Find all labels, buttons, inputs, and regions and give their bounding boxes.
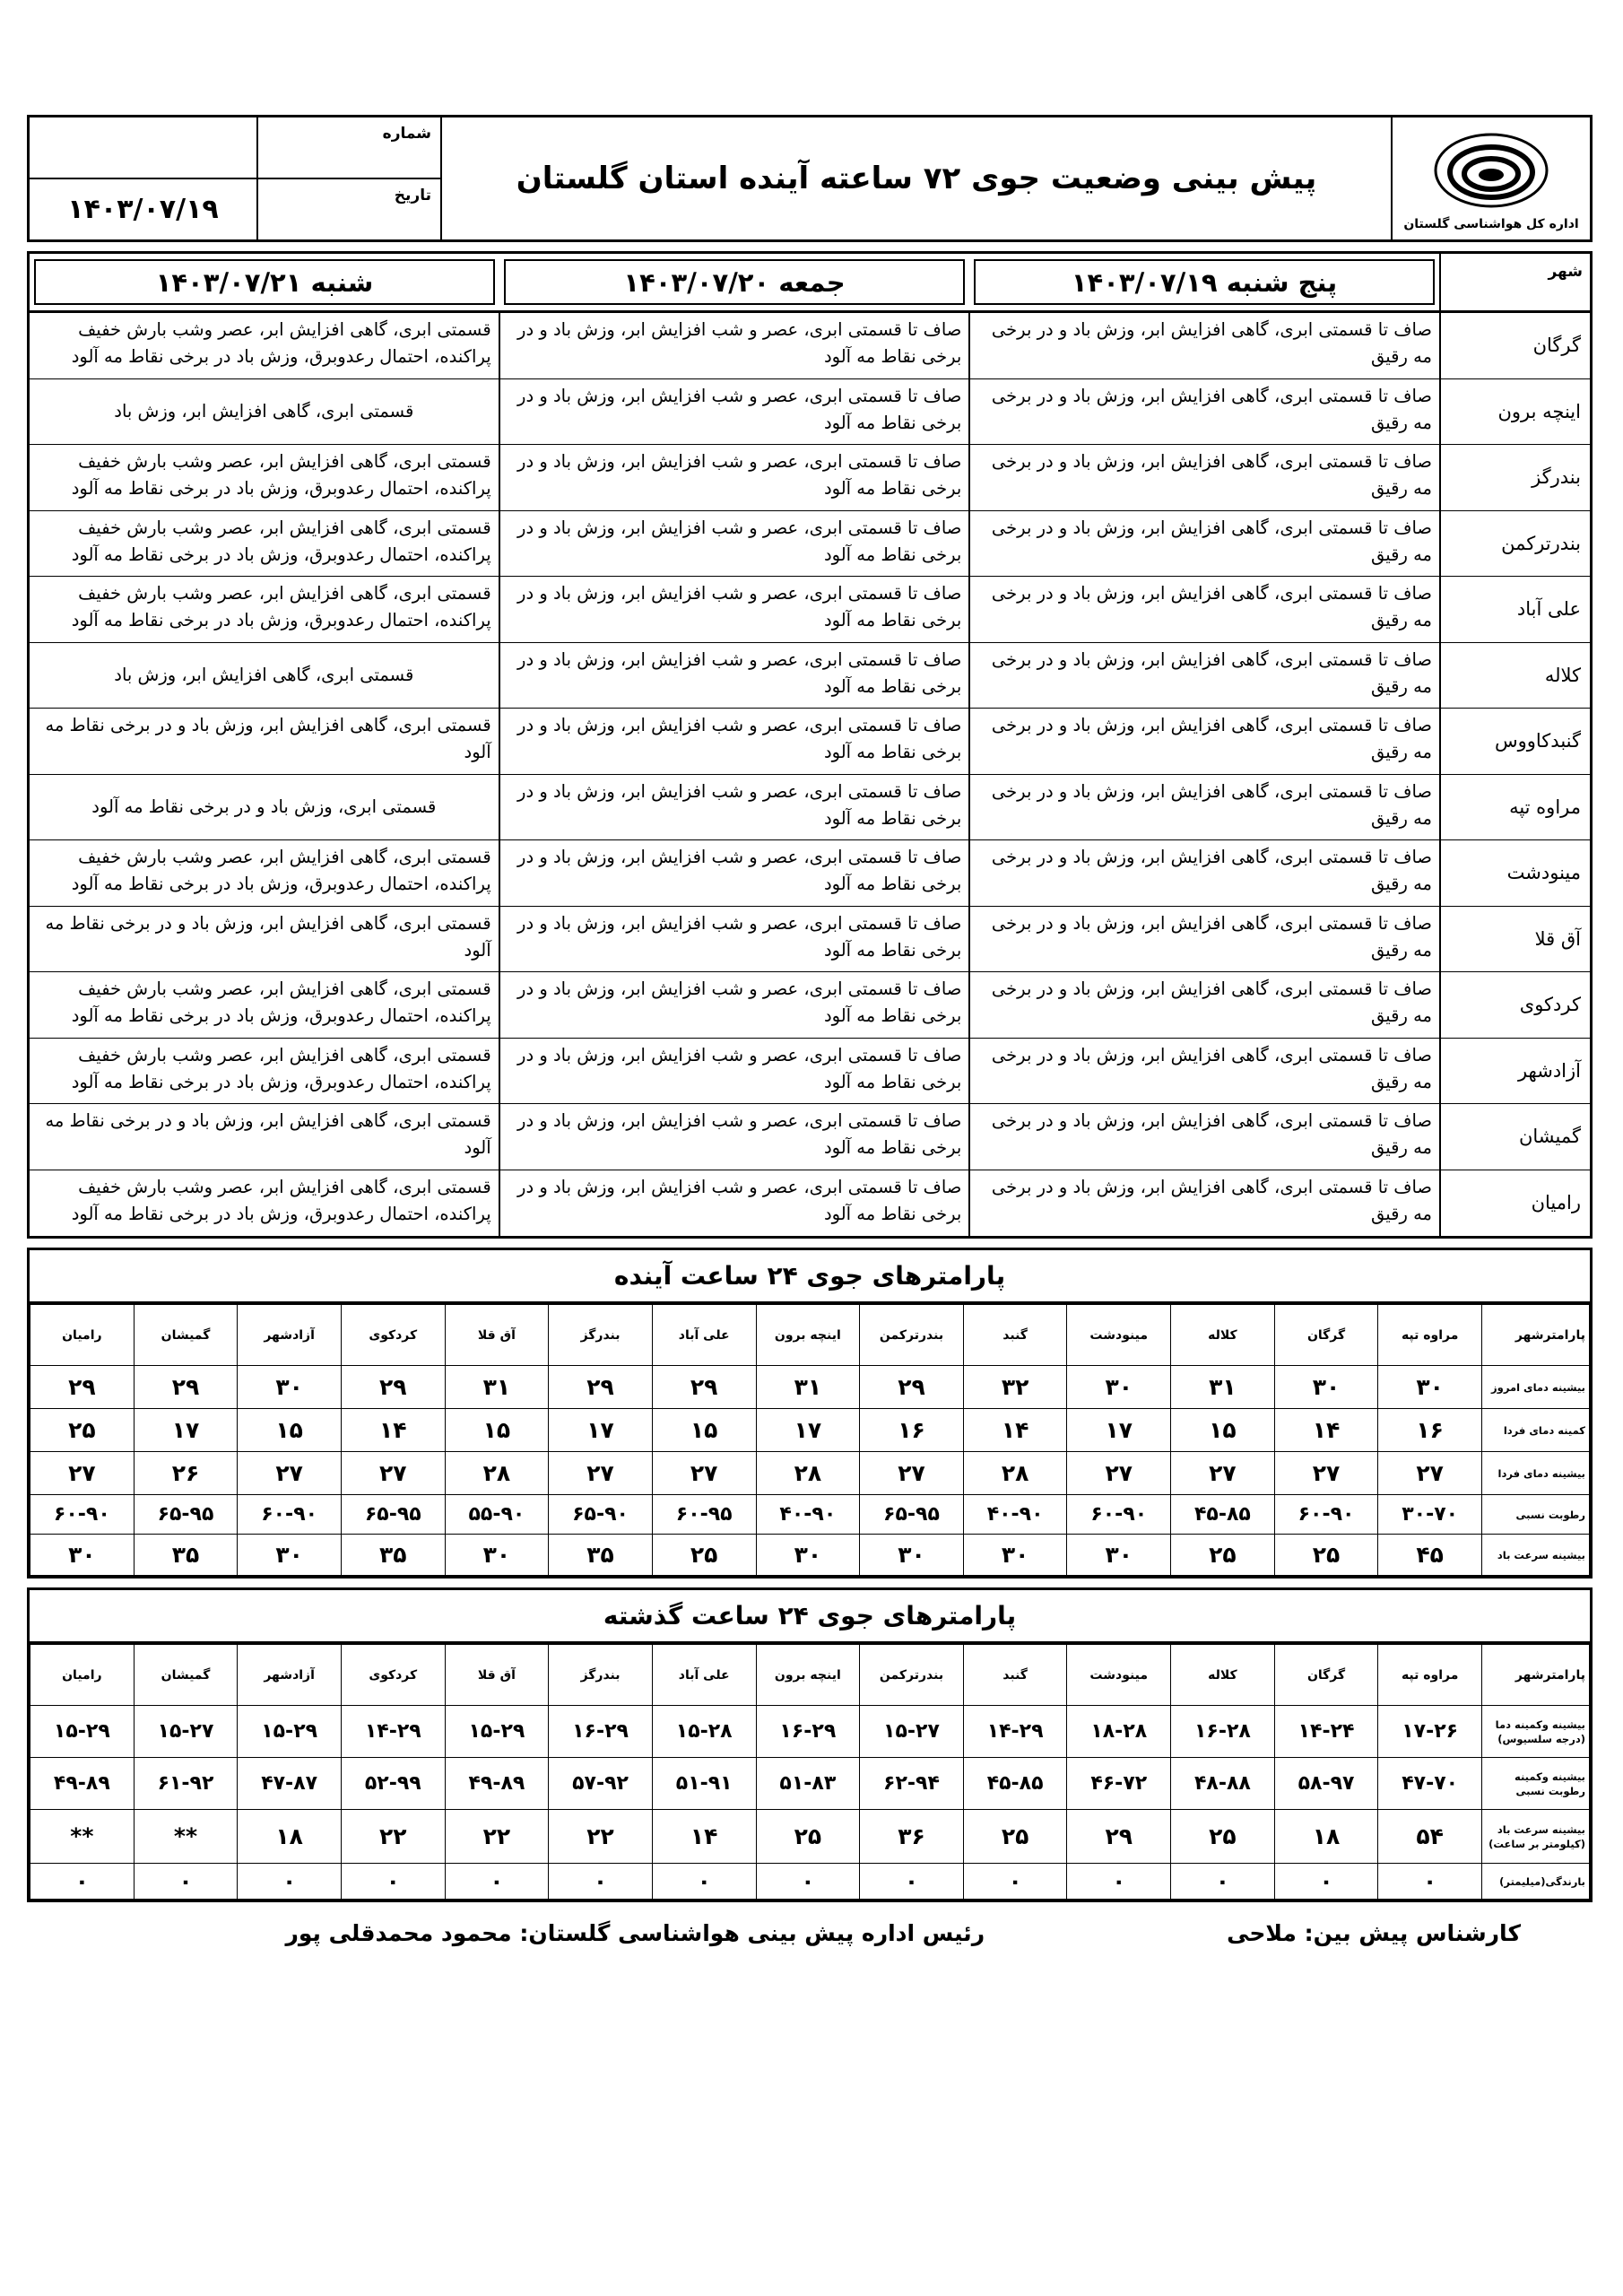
param-city-header: گرگان [1274, 1305, 1378, 1366]
param-value: ۴۶-۷۲ [1067, 1758, 1171, 1810]
city-column-header: شهر [1439, 254, 1590, 310]
param-value: ** [134, 1810, 238, 1864]
param-value: ۱۶ [860, 1409, 964, 1452]
forecast-cell: صاف تا قسمتی ابری، عصر و شب افزایش ابر، وزش باد و در برخی نقاط مه آلود [499, 709, 969, 774]
param-value: ۲۷ [1067, 1452, 1171, 1495]
forecast-cell: صاف تا قسمتی ابری، گاهی افزایش ابر، وزش باد و در برخی مه رقیق [968, 709, 1439, 774]
forecast-cell: قسمتی ابری، گاهی افزایش ابر، وزش باد و در برخی نقاط مه آلود [45, 912, 491, 961]
city-name: گنبدکاووس [1439, 709, 1590, 774]
city-name: کلاله [1439, 643, 1590, 709]
param-value: ۴۷-۷۰ [1378, 1758, 1482, 1810]
city-name: بندرگز [1439, 445, 1590, 510]
param-value: ۱۵-۲۷ [860, 1706, 964, 1758]
param-row-label: رطوبت نسبی [1482, 1495, 1590, 1535]
param-value: ۴۵-۸۵ [963, 1758, 1067, 1810]
forecast-cell: صاف تا قسمتی ابری، عصر و شب افزایش ابر، وزش باد و در برخی نقاط مه آلود [499, 840, 969, 906]
param-value: ۱۷ [756, 1409, 860, 1452]
param-city-header: آزادشهر [238, 1305, 342, 1366]
param-value: ۲۹ [652, 1366, 756, 1409]
past-24h-table [30, 1644, 1590, 1900]
past-24h-params [27, 1587, 1593, 1902]
forecast-row [30, 907, 1590, 973]
param-value: ۲۷ [1171, 1452, 1275, 1495]
forecast-cell: قسمتی ابری، گاهی افزایش ابر، عصر وشب بارش خفیف پراکنده، احتمال رعدوبرق، وزش باد در برخی نقاط مه آلود [71, 583, 491, 631]
forecast-cell: صاف تا قسمتی ابری، عصر و شب افزایش ابر، وزش باد و در برخی نقاط مه آلود [499, 1170, 969, 1237]
param-value: ۱۵ [1171, 1409, 1275, 1452]
city-name: مینودشت [1439, 840, 1590, 906]
forecast-cell: صاف تا قسمتی ابری، گاهی افزایش ابر، وزش باد و در برخی مه رقیق [968, 511, 1439, 577]
number-value [30, 117, 256, 178]
date-value: ۱۴۰۳/۰۷/۱۹ [67, 194, 219, 225]
param-value: ۰ [1274, 1864, 1378, 1900]
header-box [27, 115, 1593, 242]
next-24h-table [30, 1304, 1590, 1576]
meteorology-logo-icon [1424, 126, 1558, 215]
param-city-header: علی آباد [652, 1305, 756, 1366]
param-value: ۲۹ [549, 1366, 653, 1409]
param-city-header: گرگان [1274, 1645, 1378, 1706]
param-value: ۳۲ [963, 1366, 1067, 1409]
forecast-row [30, 709, 1590, 775]
param-value: ۲۵ [1171, 1535, 1275, 1576]
forecast-table [27, 251, 1593, 1239]
city-name: آزادشهر [1439, 1039, 1590, 1104]
param-value: ۲۸ [963, 1452, 1067, 1495]
param-value: ۶۵-۹۰ [549, 1495, 653, 1535]
forecast-cell: صاف تا قسمتی ابری، عصر و شب افزایش ابر، وزش باد و در برخی نقاط مه آلود [499, 511, 969, 577]
param-value: ۰ [445, 1864, 549, 1900]
param-value: ۵۱-۹۱ [652, 1758, 756, 1810]
param-row-label: بیشینه سرعت باد [1482, 1535, 1590, 1576]
param-row-label: بارندگی(میلیمتر) [1482, 1864, 1590, 1900]
city-name: کردکوی [1439, 972, 1590, 1038]
param-value: ۲۸ [756, 1452, 860, 1495]
city-name: رامیان [1439, 1170, 1590, 1237]
param-value: ۱۴ [341, 1409, 445, 1452]
param-corner-header: پارامترشهر [1482, 1645, 1590, 1706]
param-city-header: کردکوی [341, 1305, 445, 1366]
city-name: مراوه تپه [1439, 775, 1590, 840]
forecast-row [30, 775, 1590, 841]
forecast-cell: صاف تا قسمتی ابری، گاهی افزایش ابر، وزش باد و در برخی مه رقیق [968, 1039, 1439, 1104]
forecast-cell: صاف تا قسمتی ابری، گاهی افزایش ابر، وزش باد و در برخی مه رقیق [968, 445, 1439, 510]
day-header: شنبه ۱۴۰۳/۰۷/۲۱ [34, 259, 495, 305]
param-value: ۳۱ [756, 1366, 860, 1409]
param-value: ۵۷-۹۲ [549, 1758, 653, 1810]
param-value: ۴۷-۸۷ [238, 1758, 342, 1810]
param-value: ۳۰ [445, 1535, 549, 1576]
param-city-header: آزادشهر [238, 1645, 342, 1706]
param-value: ۰ [238, 1864, 342, 1900]
param-city-header: علی آباد [652, 1645, 756, 1706]
param-value: ۰ [134, 1864, 238, 1900]
param-city-header: گمیشان [134, 1305, 238, 1366]
param-value: ۱۵-۲۹ [445, 1706, 549, 1758]
param-city-header: مراوه تپه [1378, 1645, 1482, 1706]
param-value: ۰ [341, 1864, 445, 1900]
forecast-cell: صاف تا قسمتی ابری، گاهی افزایش ابر، وزش باد و در برخی مه رقیق [968, 577, 1439, 642]
next-24h-params [27, 1248, 1593, 1578]
city-name: آق قلا [1439, 907, 1590, 972]
param-value: ۳۰ [963, 1535, 1067, 1576]
param-value: ۳۰ [1378, 1366, 1482, 1409]
param-value: ۰ [963, 1864, 1067, 1900]
param-city-header: گنبد [963, 1645, 1067, 1706]
forecast-cell: قسمتی ابری، گاهی افزایش ابر، وزش باد و در برخی نقاط مه آلود [45, 715, 491, 762]
param-city-header: اینچه برون [756, 1305, 860, 1366]
param-value: ۴۹-۸۹ [445, 1758, 549, 1810]
param-value: ۱۵-۲۹ [30, 1706, 135, 1758]
param-value: ۳۱ [445, 1366, 549, 1409]
forecast-cell: قسمتی ابری، گاهی افزایش ابر، عصر وشب بارش خفیف پراکنده، احتمال رعدوبرق، وزش باد در برخی نقاط مه آلود [71, 978, 491, 1026]
param-value: ۱۸-۲۸ [1067, 1706, 1171, 1758]
param-value: ۴۹-۸۹ [30, 1758, 135, 1810]
param-value: ۳۰-۷۰ [1378, 1495, 1482, 1535]
forecast-cell: صاف تا قسمتی ابری، عصر و شب افزایش ابر، وزش باد و در برخی نقاط مه آلود [499, 907, 969, 972]
param-value: ۱۷ [549, 1409, 653, 1452]
city-name: اینچه برون [1439, 379, 1590, 445]
param-value: ۳۵ [549, 1535, 653, 1576]
param-value: ۶۰-۹۰ [1274, 1495, 1378, 1535]
forecast-cell: صاف تا قسمتی ابری، گاهی افزایش ابر، وزش باد و در برخی مه رقیق [968, 1104, 1439, 1170]
param-value: ** [30, 1810, 135, 1864]
forecast-row [30, 643, 1590, 709]
param-value: ۵۲-۹۹ [341, 1758, 445, 1810]
forecast-cell: قسمتی ابری، گاهی افزایش ابر، عصر وشب بارش خفیف پراکنده، احتمال رعدوبرق، وزش باد در برخی نقاط مه آلود [71, 517, 491, 565]
param-value: ۱۶ [1378, 1409, 1482, 1452]
param-value: ۴۰-۹۰ [963, 1495, 1067, 1535]
param-value: ۵۸-۹۷ [1274, 1758, 1378, 1810]
param-value: ۶۲-۹۴ [860, 1758, 964, 1810]
param-value: ۱۶-۲۸ [1171, 1706, 1275, 1758]
param-value: ۲۷ [549, 1452, 653, 1495]
param-value: ۳۰ [756, 1535, 860, 1576]
forecast-row [30, 577, 1590, 643]
param-value: ۳۰ [860, 1535, 964, 1576]
param-value: ۱۴-۲۹ [963, 1706, 1067, 1758]
param-value: ۲۷ [860, 1452, 964, 1495]
param-value: ۱۷-۲۶ [1378, 1706, 1482, 1758]
forecast-cell: صاف تا قسمتی ابری، عصر و شب افزایش ابر، وزش باد و در برخی نقاط مه آلود [499, 972, 969, 1038]
param-row-label: بیشینه دمای فردا [1482, 1452, 1590, 1495]
param-value: ۲۷ [30, 1452, 135, 1495]
forecast-row [30, 972, 1590, 1039]
param-city-header: رامیان [30, 1305, 135, 1366]
param-city-header: بندرترکمن [860, 1305, 964, 1366]
param-value: ۱۸ [1274, 1810, 1378, 1864]
param-value: ۴۰-۹۰ [756, 1495, 860, 1535]
param-value: ۱۵-۲۹ [238, 1706, 342, 1758]
param-city-header: آق قلا [445, 1645, 549, 1706]
signatures [27, 1920, 1593, 1946]
param-value: ۲۷ [1378, 1452, 1482, 1495]
param-value: ۲۲ [549, 1810, 653, 1864]
next-24h-title: پارامترهای جوی ۲۴ ساعت آینده [30, 1250, 1590, 1304]
param-city-header: بندرگز [549, 1645, 653, 1706]
param-value: ۳۵ [134, 1535, 238, 1576]
param-city-header: گنبد [963, 1305, 1067, 1366]
forecast-cell: قسمتی ابری، وزش باد و در برخی نقاط مه آلود [91, 796, 437, 817]
param-value: ۰ [1378, 1864, 1482, 1900]
forecast-row [30, 511, 1590, 578]
param-value: ۰ [1171, 1864, 1275, 1900]
forecast-cell: قسمتی ابری، گاهی افزایش ابر، وزش باد و در برخی نقاط مه آلود [45, 1110, 491, 1158]
forecast-cell: قسمتی ابری، گاهی افزایش ابر، عصر وشب بارش خفیف پراکنده، احتمال رعدوبرق، وزش باد در برخی نقاط مه آلود [71, 319, 491, 367]
forecast-cell: قسمتی ابری، گاهی افزایش ابر، عصر وشب بارش خفیف پراکنده، احتمال رعدوبرق، وزش باد در برخی نقاط مه آلود [71, 451, 491, 499]
param-city-header: کلاله [1171, 1305, 1275, 1366]
past-24h-title: پارامترهای جوی ۲۴ ساعت گذشته [30, 1590, 1590, 1644]
forecast-cell: صاف تا قسمتی ابری، گاهی افزایش ابر، وزش باد و در برخی مه رقیق [968, 972, 1439, 1038]
forecast-cell: صاف تا قسمتی ابری، گاهی افزایش ابر، وزش باد و در برخی مه رقیق [968, 643, 1439, 709]
param-value: ۱۴ [963, 1409, 1067, 1452]
forecast-cell: صاف تا قسمتی ابری، گاهی افزایش ابر، وزش باد و در برخی مه رقیق [968, 775, 1439, 840]
param-value: ۵۵-۹۰ [445, 1495, 549, 1535]
param-value: ۶۰-۹۰ [238, 1495, 342, 1535]
day-header: پنج شنبه ۱۴۰۳/۰۷/۱۹ [974, 259, 1435, 305]
param-city-header: بندرگز [549, 1305, 653, 1366]
param-city-header: بندرترکمن [860, 1645, 964, 1706]
forecast-cell: صاف تا قسمتی ابری، عصر و شب افزایش ابر، وزش باد و در برخی نقاط مه آلود [499, 1104, 969, 1170]
param-city-header: مینودشت [1067, 1645, 1171, 1706]
param-value: ۱۶-۲۹ [756, 1706, 860, 1758]
param-row-label: بیشینه وکمینه رطوبت نسبی [1482, 1758, 1590, 1810]
param-value: ۰ [652, 1864, 756, 1900]
param-value: ۰ [756, 1864, 860, 1900]
param-value: ۱۶-۲۹ [549, 1706, 653, 1758]
param-value: ۴۸-۸۸ [1171, 1758, 1275, 1810]
forecast-row [30, 313, 1590, 379]
param-corner-header: پارامترشهر [1482, 1305, 1590, 1366]
param-value: ۰ [860, 1864, 964, 1900]
param-value: ۲۹ [134, 1366, 238, 1409]
param-city-header: اینچه برون [756, 1645, 860, 1706]
param-value: ۶۰-۹۰ [1067, 1495, 1171, 1535]
logo-text: اداره کل هواشناسی گلستان [1403, 217, 1579, 231]
param-row-label: بیشینه وکمینه دما (درجه سلسیوس) [1482, 1706, 1590, 1758]
logo [1391, 117, 1590, 239]
forecast-cell: صاف تا قسمتی ابری، عصر و شب افزایش ابر، وزش باد و در برخی نقاط مه آلود [499, 775, 969, 840]
param-value: ۲۷ [238, 1452, 342, 1495]
city-name: گمیشان [1439, 1104, 1590, 1170]
forecast-cell: صاف تا قسمتی ابری، عصر و شب افزایش ابر، وزش باد و در برخی نقاط مه آلود [499, 313, 969, 378]
forecast-header-row [30, 254, 1590, 313]
forecast-cell: صاف تا قسمتی ابری، گاهی افزایش ابر، وزش باد و در برخی مه رقیق [968, 379, 1439, 445]
param-city-header: گمیشان [134, 1645, 238, 1706]
forecast-cell: صاف تا قسمتی ابری، عصر و شب افزایش ابر، وزش باد و در برخی نقاط مه آلود [499, 643, 969, 709]
forecast-cell: قسمتی ابری، گاهی افزایش ابر، وزش باد [114, 400, 414, 422]
param-value: ۳۰ [1274, 1366, 1378, 1409]
date-label: تاریخ [256, 179, 440, 239]
param-row-label: بیشینه سرعت باد (کیلومتر بر ساعت) [1482, 1810, 1590, 1864]
forecast-cell: صاف تا قسمتی ابری، عصر و شب افزایش ابر، وزش باد و در برخی نقاط مه آلود [499, 1039, 969, 1104]
head-signature: رئیس اداره پیش بینی هواشناسی گلستان: محمود محمدقلی پور [285, 1920, 985, 1946]
page-title: پیش بینی وضعیت جوی ۷۲ ساعته آینده استان گلستان [516, 161, 1317, 196]
param-value: ۲۲ [341, 1810, 445, 1864]
param-value: ۲۹ [30, 1366, 135, 1409]
param-value: ۶۵-۹۵ [860, 1495, 964, 1535]
param-value: ۱۴-۲۹ [341, 1706, 445, 1758]
forecast-cell: صاف تا قسمتی ابری، گاهی افزایش ابر، وزش باد و در برخی مه رقیق [968, 907, 1439, 972]
forecast-row [30, 840, 1590, 907]
param-value: ۵۱-۸۳ [756, 1758, 860, 1810]
param-value: ۰ [30, 1864, 135, 1900]
param-value: ۵۴ [1378, 1810, 1482, 1864]
number-label: شماره [256, 117, 440, 178]
param-value: ۲۵ [1274, 1535, 1378, 1576]
param-value: ۲۸ [445, 1452, 549, 1495]
param-value: ۲۵ [756, 1810, 860, 1864]
forecast-cell: صاف تا قسمتی ابری، عصر و شب افزایش ابر، وزش باد و در برخی نقاط مه آلود [499, 445, 969, 510]
forecast-row [30, 379, 1590, 446]
param-city-header: مراوه تپه [1378, 1305, 1482, 1366]
forecaster-signature: کارشناس پیش بین: ملاحی [1227, 1920, 1521, 1946]
number-date-box [30, 117, 442, 239]
forecast-row [30, 1170, 1590, 1237]
param-value: ۲۷ [1274, 1452, 1378, 1495]
param-city-header: رامیان [30, 1645, 135, 1706]
param-value: ۱۷ [1067, 1409, 1171, 1452]
forecast-cell: قسمتی ابری، گاهی افزایش ابر، وزش باد [114, 664, 414, 685]
param-value: ۶۵-۹۵ [134, 1495, 238, 1535]
param-value: ۲۷ [341, 1452, 445, 1495]
forecast-cell: قسمتی ابری، گاهی افزایش ابر، عصر وشب بارش خفیف پراکنده، احتمال رعدوبرق، وزش باد در برخی نقاط مه آلود [71, 1044, 491, 1092]
forecast-row [30, 1039, 1590, 1105]
param-value: ۱۴-۲۴ [1274, 1706, 1378, 1758]
city-name: گرگان [1439, 313, 1590, 378]
param-value: ۲۹ [341, 1366, 445, 1409]
param-value: ۲۵ [652, 1535, 756, 1576]
param-value: ۳۱ [1171, 1366, 1275, 1409]
param-value: ۶۱-۹۲ [134, 1758, 238, 1810]
param-value: ۳۰ [1067, 1535, 1171, 1576]
param-value: ۴۵ [1378, 1535, 1482, 1576]
param-value: ۰ [1067, 1864, 1171, 1900]
forecast-row [30, 1104, 1590, 1170]
param-value: ۴۵-۸۵ [1171, 1495, 1275, 1535]
city-name: بندرترکمن [1439, 511, 1590, 577]
param-value: ۲۵ [1171, 1810, 1275, 1864]
param-value: ۶۰-۹۵ [652, 1495, 756, 1535]
param-value: ۱۵ [445, 1409, 549, 1452]
param-value: ۲۵ [30, 1409, 135, 1452]
param-value: ۲۹ [1067, 1810, 1171, 1864]
param-value: ۱۷ [134, 1409, 238, 1452]
param-value: ۲۷ [652, 1452, 756, 1495]
param-value: ۲۹ [860, 1366, 964, 1409]
forecast-cell: صاف تا قسمتی ابری، عصر و شب افزایش ابر، وزش باد و در برخی نقاط مه آلود [499, 379, 969, 445]
param-value: ۱۵ [652, 1409, 756, 1452]
param-city-header: آق قلا [445, 1305, 549, 1366]
param-value: ۳۵ [341, 1535, 445, 1576]
forecast-row [30, 445, 1590, 511]
param-value: ۱۵ [238, 1409, 342, 1452]
param-value: ۱۴ [652, 1810, 756, 1864]
param-value: ۳۰ [30, 1535, 135, 1576]
param-value: ۳۰ [238, 1366, 342, 1409]
param-value: ۶۰-۹۰ [30, 1495, 135, 1535]
param-value: ۳۶ [860, 1810, 964, 1864]
param-row-label: کمینه دمای فردا [1482, 1409, 1590, 1452]
param-value: ۰ [549, 1864, 653, 1900]
param-value: ۱۸ [238, 1810, 342, 1864]
param-city-header: کلاله [1171, 1645, 1275, 1706]
param-value: ۲۵ [963, 1810, 1067, 1864]
param-value: ۲۶ [134, 1452, 238, 1495]
param-city-header: کردکوی [341, 1645, 445, 1706]
param-value: ۳۰ [1067, 1366, 1171, 1409]
param-value: ۱۵-۲۸ [652, 1706, 756, 1758]
city-name: علی آباد [1439, 577, 1590, 642]
forecast-cell: صاف تا قسمتی ابری، عصر و شب افزایش ابر، وزش باد و در برخی نقاط مه آلود [499, 577, 969, 642]
param-value: ۶۵-۹۵ [341, 1495, 445, 1535]
forecast-cell: قسمتی ابری، گاهی افزایش ابر، عصر وشب بارش خفیف پراکنده، احتمال رعدوبرق، وزش باد در برخی نقاط مه آلود [71, 847, 491, 894]
param-value: ۳۰ [238, 1535, 342, 1576]
forecast-cell: صاف تا قسمتی ابری، گاهی افزایش ابر، وزش باد و در برخی مه رقیق [968, 1170, 1439, 1237]
param-value: ۱۴ [1274, 1409, 1378, 1452]
param-value: ۱۵-۲۷ [134, 1706, 238, 1758]
day-header: جمعه ۱۴۰۳/۰۷/۲۰ [504, 259, 965, 305]
forecast-cell: قسمتی ابری، گاهی افزایش ابر، عصر وشب بارش خفیف پراکنده، احتمال رعدوبرق، وزش باد در برخی نقاط مه آلود [71, 1176, 491, 1224]
forecast-cell: صاف تا قسمتی ابری، گاهی افزایش ابر، وزش باد و در برخی مه رقیق [968, 840, 1439, 906]
param-value: ۲۲ [445, 1810, 549, 1864]
forecast-cell: صاف تا قسمتی ابری، گاهی افزایش ابر، وزش باد و در برخی مه رقیق [968, 313, 1439, 378]
param-row-label: بیشینه دمای امروز [1482, 1366, 1590, 1409]
param-city-header: مینودشت [1067, 1305, 1171, 1366]
